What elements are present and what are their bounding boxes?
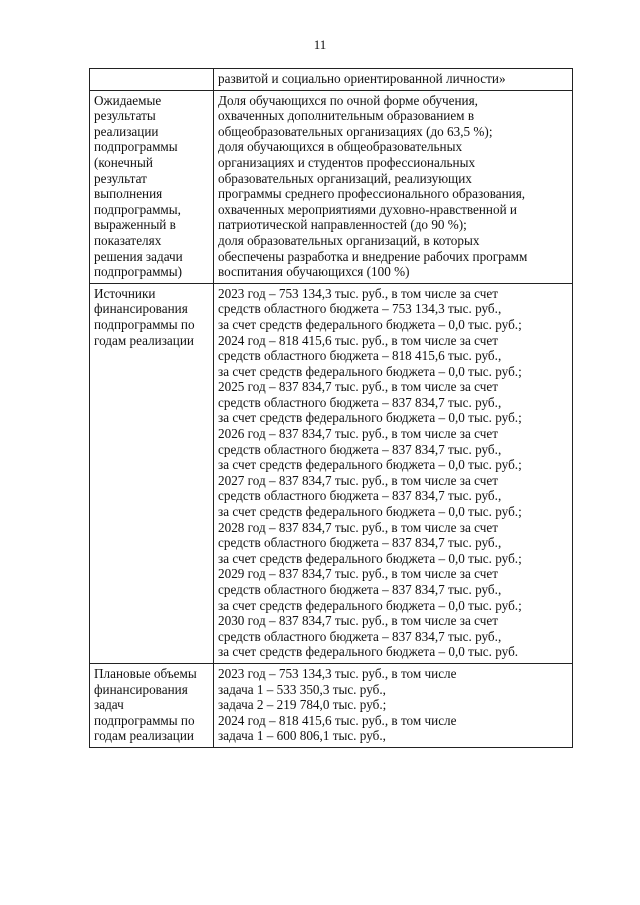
content-line: 2024 год – 818 415,6 тыс. руб., в том числе за счет [218, 332, 498, 348]
content-line: Доля обучающихся по очной форме обучения, [218, 92, 478, 108]
label-line: Ожидаемые [94, 92, 162, 108]
label-line: подпрограммы) [94, 264, 183, 280]
label-line: выраженный в [94, 217, 176, 233]
content-line: средств областного бюджета – 837 834,7 тыс. руб., [218, 628, 502, 644]
content-line: за счет средств федерального бюджета – 0,0 тыс. руб.; [218, 410, 522, 426]
content-line: охваченных мероприятиями духовно-нравственной и [218, 201, 517, 217]
content-line: средств областного бюджета – 837 834,7 тыс. руб., [218, 488, 502, 504]
content-line: за счет средств федерального бюджета – 0,0 тыс. руб.; [218, 597, 522, 613]
row-content-cell [214, 69, 573, 91]
label-line: Плановые объемы [94, 665, 197, 681]
label-line: подпрограммы [94, 139, 178, 155]
label-line: подпрограммы по [94, 316, 195, 332]
content-line: доля образовательных организаций, в которых [218, 232, 480, 248]
label-line: Источники [94, 285, 156, 301]
content-line: средств областного бюджета – 837 834,7 тыс. руб., [218, 582, 502, 597]
label-line: показателях [94, 232, 162, 248]
table-row-expected-results [90, 90, 573, 283]
label-line: решения задачи [94, 248, 183, 264]
label-line: финансирования [94, 301, 188, 317]
label-line: результат [94, 170, 147, 186]
content-line: 2027 год – 837 834,7 тыс. руб., в том числе за счет [218, 472, 498, 488]
content-line: 2030 год – 837 834,7 тыс. руб., в том числе за счет [218, 613, 498, 629]
content-line: задача 2 – 219 784,0 тыс. руб.; [218, 697, 387, 713]
row-content-cell [214, 90, 573, 283]
table-row-continuation [90, 69, 573, 91]
label-line: годам реализации [94, 728, 194, 744]
row-label-cell [90, 90, 214, 283]
row-label-cell [90, 283, 214, 663]
content-line: программы среднего профессионального образования, [218, 186, 526, 202]
content-line: задача 1 – 600 806,1 тыс. руб., [218, 728, 386, 744]
content-line: патриотической направленностей (до 90 %); [218, 217, 467, 233]
content-line: воспитания обучающихся (100 %) [218, 264, 410, 280]
content-line: за счет средств федерального бюджета – 0,0 тыс. руб.; [218, 363, 522, 379]
content-line: за счет средств федерального бюджета – 0,0 тыс. руб.; [218, 316, 522, 332]
content-line: организациях и студентов профессиональных [218, 154, 476, 170]
label-line: подпрограммы по [94, 712, 195, 728]
row-label-cell [90, 663, 214, 747]
content-line: средств областного бюджета – 837 834,7 тыс. руб., [218, 394, 502, 410]
label-line: годам реализации [94, 332, 194, 348]
row-content-cell [214, 663, 573, 747]
content-line: обеспечены разработка и внедрение рабочих программ [218, 248, 528, 264]
label-line: результаты [94, 108, 156, 124]
content-line: за счет средств федерального бюджета – 0,0 тыс. руб.; [218, 504, 522, 520]
label-line: выполнения [94, 186, 163, 202]
label-line: подпрограммы, [94, 201, 181, 217]
row-content-cell [214, 283, 573, 663]
label-line: реализации [94, 123, 159, 139]
content-line: задача 1 – 533 350,3 тыс. руб., [218, 681, 386, 697]
subprogram-passport-table [89, 68, 573, 748]
content-line: развитой и социально ориентированной личности» [218, 71, 506, 86]
content-line: охваченных дополнительным образованием в [218, 108, 475, 124]
content-line: 2023 год – 753 134,3 тыс. руб., в том числе [218, 665, 457, 681]
table-row-planned-volumes [90, 663, 573, 747]
content-line: образовательных организаций, реализующих [218, 170, 472, 186]
content-line: 2025 год – 837 834,7 тыс. руб., в том числе за счет [218, 379, 498, 395]
content-line: 2026 год – 837 834,7 тыс. руб., в том числе за счет [218, 426, 498, 442]
row-label-cell [90, 69, 214, 91]
content-line: за счет средств федерального бюджета – 0,0 тыс. руб.; [218, 550, 522, 566]
content-line: средств областного бюджета – 753 134,3 тыс. руб., [218, 301, 502, 317]
content-line: 2024 год – 818 415,6 тыс. руб., в том числе [218, 712, 457, 728]
page-number: 11 [313, 37, 327, 52]
content-line: за счет средств федерального бюджета – 0,0 тыс. руб.; [218, 457, 522, 473]
content-line: за счет средств федерального бюджета – 0,0 тыс. руб. [218, 644, 519, 660]
content-line: 2023 год – 753 134,3 тыс. руб., в том числе за счет [218, 285, 498, 301]
label-line: (конечный [94, 154, 153, 170]
content-line: 2029 год – 837 834,7 тыс. руб., в том числе за счет [218, 566, 498, 582]
content-line: средств областного бюджета – 818 415,6 тыс. руб., [218, 348, 502, 364]
content-line: средств областного бюджета – 837 834,7 тыс. руб., [218, 535, 502, 551]
content-line: 2028 год – 837 834,7 тыс. руб., в том числе за счет [218, 519, 498, 535]
label-line: финансирования [94, 681, 188, 697]
content-line: средств областного бюджета – 837 834,7 тыс. руб., [218, 441, 502, 457]
table-row-funding-sources [90, 283, 573, 663]
content-line: доля обучающихся в общеобразовательных [218, 139, 463, 155]
content-line: общеобразовательных организациях (до 63,5 %); [218, 123, 493, 139]
label-line: задач [94, 697, 124, 713]
